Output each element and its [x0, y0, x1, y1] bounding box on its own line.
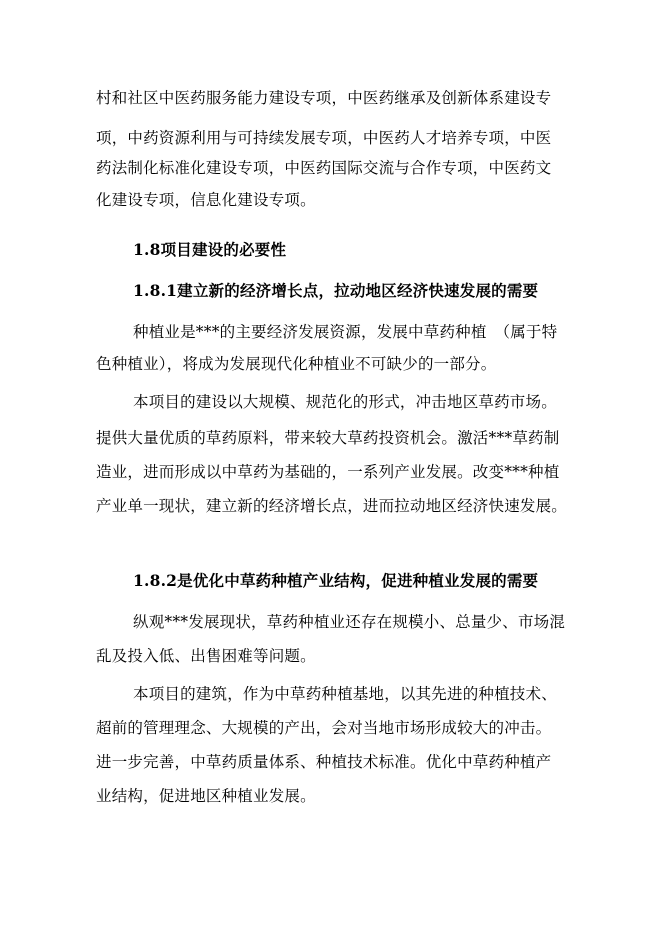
paragraph-line: 纵观***发展现状，草药种植业还存在规模小、总量少、市场混: [133, 613, 566, 631]
paragraph-line: 造业，进而形成以中草药为基础的，一系列产业发展。改变***种植: [96, 463, 560, 481]
paragraph-line: 种植业是***的主要经济发展资源，发展中草药种植 （属于特: [133, 323, 558, 341]
paragraph-line: 进一步完善，中草药质量体系、种植技术标准。优化中草药种植产: [96, 753, 552, 771]
subsection-heading: 1.8.1建立新的经济增长点，拉动地区经济快速发展的需要: [133, 281, 539, 300]
paragraph-line: 乱及投入低、出售困难等问题。: [96, 647, 316, 665]
paragraph-line: 业结构，促进地区种植业发展。: [96, 787, 316, 805]
paragraph-line: 提供大量优质的草药原料，带来较大草药投资机会。激活***草药制: [96, 429, 560, 447]
paragraph-line: 村和社区中医药服务能力建设专项，中医药继承及创新体系建设专: [96, 89, 552, 107]
paragraph-line: 项，中药资源利用与可持续发展专项，中医药人才培养专项，中医: [96, 129, 552, 147]
section-heading: 1.8项目建设的必要性: [133, 240, 287, 259]
paragraph-line: 产业单一现状，建立新的经济增长点，进而拉动地区经济快速发展。: [96, 497, 568, 515]
subsection-heading: 1.8.2是优化中草药种植产业结构，促进种植业发展的需要: [133, 571, 539, 590]
paragraph-line: 化建设专项，信息化建设专项。: [96, 191, 316, 209]
paragraph-line: 色种植业），将成为发展现代化种植业不可缺少的一部分。: [96, 355, 497, 373]
paragraph-line: 超前的管理理念、大规模的产出，会对当地市场形成较大的冲击。: [96, 719, 552, 737]
paragraph-line: 本项目的建筑，作为中草药种植基地，以其先进的种植技术、: [133, 685, 557, 703]
paragraph-line: 本项目的建设以大规模、规范化的形式，冲击地区草药市场。: [133, 393, 557, 411]
paragraph-line: 药法制化标准化建设专项，中医药国际交流与合作专项，中医药文: [96, 159, 552, 177]
